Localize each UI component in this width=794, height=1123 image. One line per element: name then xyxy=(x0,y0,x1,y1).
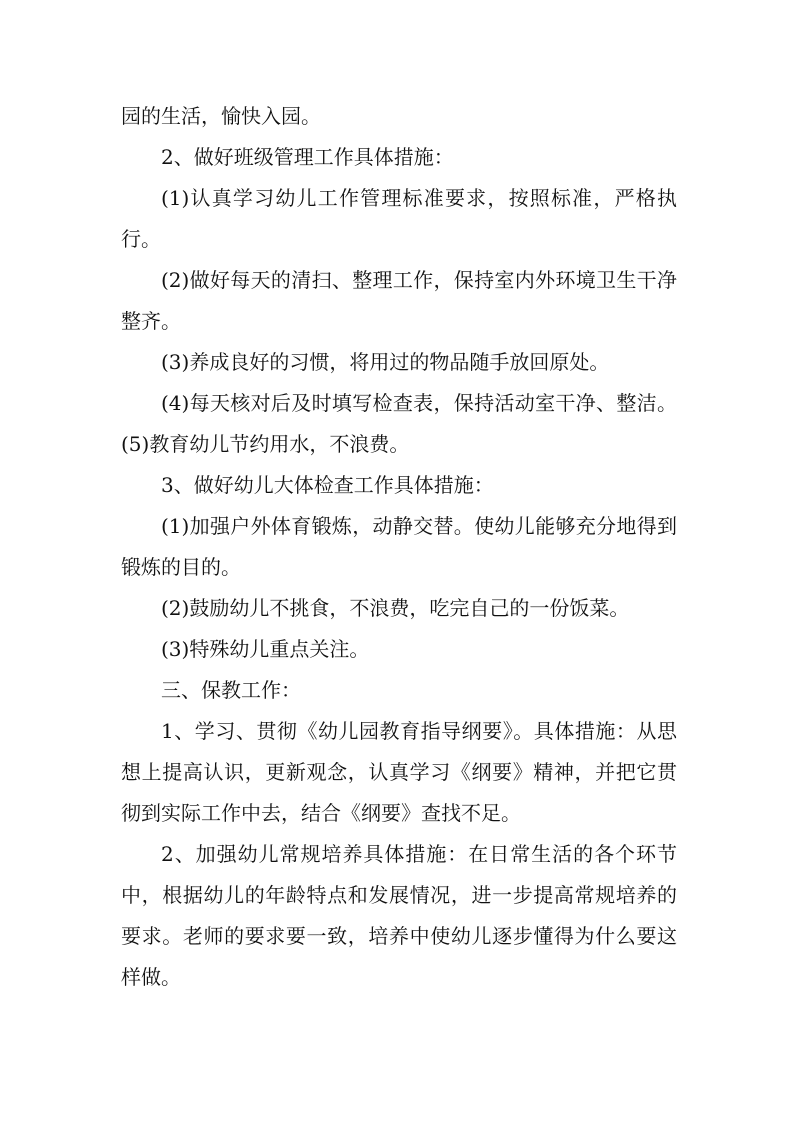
section-heading-teaching-work: 三、保教工作： xyxy=(161,678,301,702)
paragraph-class-management-heading: 2、做好班级管理工作具体措施： xyxy=(161,145,454,169)
paragraph-routine-training: 2、加强幼儿常规培养具体措施：在日常生活的各个环节中，根据幼儿的年龄特点和发展情况，进一步提高常规培养的要求。老师的要求要一致，培养中使幼儿逐步懂得为什么要这样做。 xyxy=(121,842,677,989)
paragraph-item: (2)做好每天的清扫、整理工作，保持室内外环境卫生干净整齐。 xyxy=(121,268,677,333)
paragraph-continuation: 园的生活，愉快入园。 xyxy=(121,104,321,128)
paragraph-item: (3)养成良好的习惯，将用过的物品随手放回原处。 xyxy=(161,350,610,374)
paragraph-item: (4)每天核对后及时填写检查表，保持活动室干净、整洁。(5)教育幼儿节约用水，不浪费。 xyxy=(121,391,677,456)
paragraph-health-check-heading: 3、做好幼儿大体检查工作具体措施： xyxy=(161,473,494,497)
paragraph-guideline-study: 1、学习、贯彻《幼儿园教育指导纲要》。具体措施：从思想上提高认识，更新观念，认真学习《纲要》精神，并把它贯彻到实际工作中去，结合《纲要》查找不足。 xyxy=(121,719,677,825)
paragraph-item: (1)加强户外体育锻炼，动静交替。使幼儿能够充分地得到锻炼的目的。 xyxy=(121,514,677,579)
paragraph-item: (2)鼓励幼儿不挑食，不浪费，吃完自己的一份饭菜。 xyxy=(161,596,630,620)
document-body xyxy=(121,96,677,998)
paragraph-item: (1)认真学习幼儿工作管理标准要求，按照标准，严格执行。 xyxy=(121,186,677,251)
paragraph-item: (3)特殊幼儿重点关注。 xyxy=(161,637,370,661)
